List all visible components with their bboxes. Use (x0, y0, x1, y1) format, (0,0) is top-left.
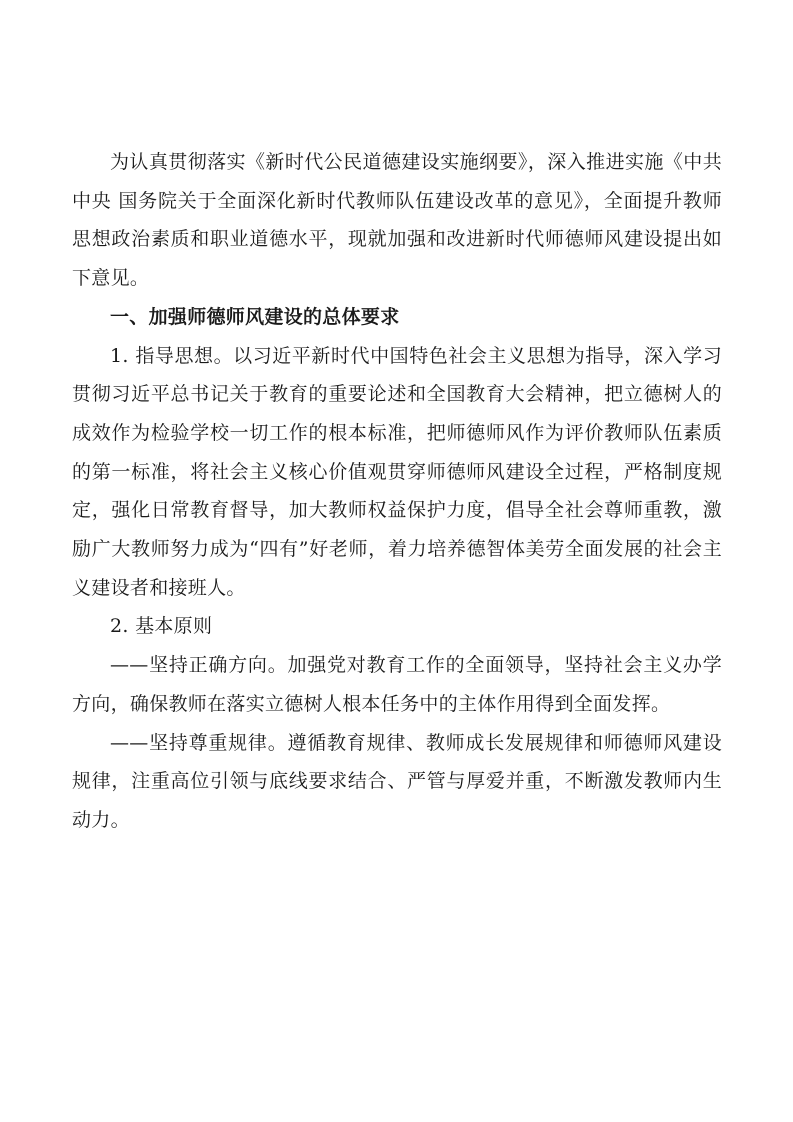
guiding-ideology-paragraph: 1. 指导思想。以习近平新时代中国特色社会主义思想为指导，深入学习贯彻习近平总书记关于教育的重要论述和全国教育大会精神，把立德树人的成效作为检验学校一切工作的根本标准，把师德师风作为评价教师队伍素质的第一标准，将社会主义核心价值观贯穿师德师风建设全过程，严格制度规定，强化日常教育督导，加大教师权益保护力度，倡导全社会尊师重教，激励广大教师努力成为“四有”好老师，着力培养德智体美劳全面发展的社会主义建设者和接班人。 (72, 344, 722, 599)
principle-correct-direction: ——坚持正确方向。加强党对教育工作的全面领导，坚持社会主义办学方向，确保教师在落实立德树人根本任务中的主体作用得到全面发挥。 (72, 654, 722, 715)
intro-paragraph: 为认真贯彻落实《新时代公民道德建设实施纲要》，深入推进实施《中共中央 国务院关于全面深化新时代教师队伍建设改革的意见》，全面提升教师思想政治素质和职业道德水平，现就加强和改进新时代师德师风建设提出如下意见。 (72, 151, 722, 290)
principle-respect-rules: ——坚持尊重规律。遵循教育规律、教师成长发展规律和师德师风建设规律，注重高位引领与底线要求结合、严管与厚爱并重，不断激发教师内生动力。 (72, 731, 722, 831)
section-heading: 一、加强师德师风建设的总体要求 (110, 305, 400, 328)
document-body (72, 143, 722, 840)
basic-principles-heading: 2. 基本原则 (110, 615, 213, 638)
